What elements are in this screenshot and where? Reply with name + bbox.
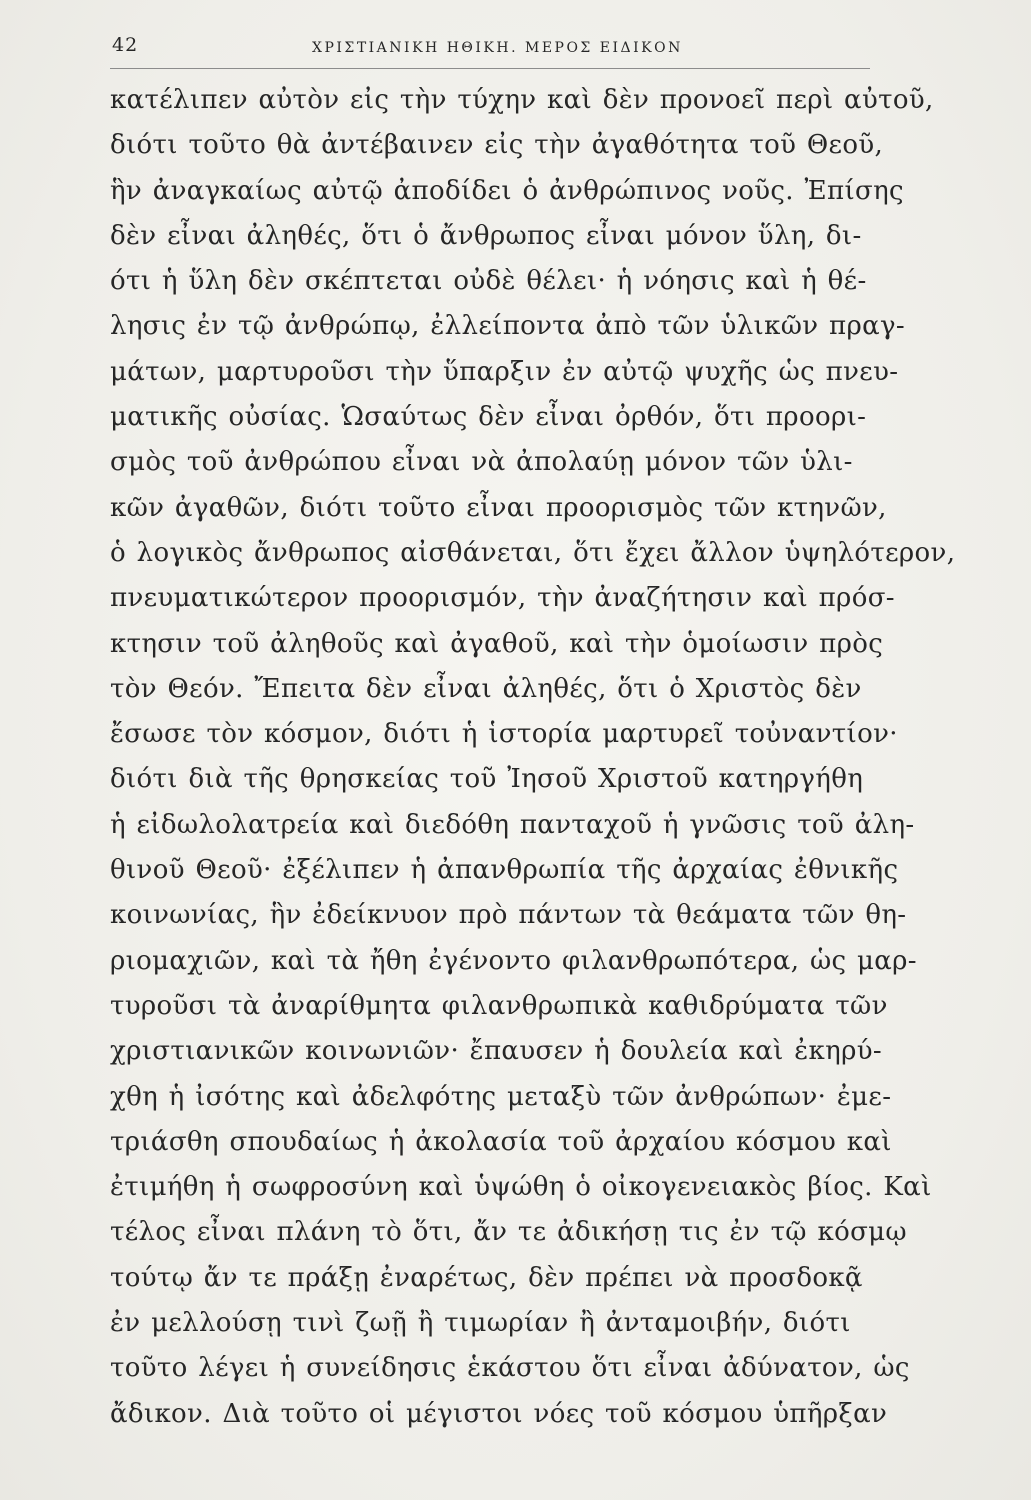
text-line: ἣν ἀναγκαίως αὐτῷ ἀποδίδει ὁ ἀνθρώπινος νοῦς. Ἐπίσης: [110, 175, 904, 206]
text-line: λησις ἐν τῷ ἀνθρώπῳ, ἐλλείποντα ἀπὸ τῶν ὑλικῶν πραγ-: [110, 311, 906, 342]
page-number: 42: [112, 34, 139, 56]
text-line: τούτῳ ἄν τε πράξῃ ἐναρέτως, δὲν πρέπει νὰ προσδοκᾷ: [110, 1262, 863, 1293]
text-line: χριστιανικῶν κοινωνιῶν· ἔπαυσεν ἡ δουλεία καὶ ἐκηρύ-: [110, 1036, 883, 1067]
running-title: ΧΡΙΣΤΙΑΝΙΚΗ ΗΘΙΚΗ. ΜΕΡΟΣ ΕΙΔΙΚΟΝ: [312, 40, 683, 56]
text-line: ἐν μελλούσῃ τινὶ ζωῇ ἢ τιμωρίαν ἢ ἀνταμοιβήν, διότι: [110, 1308, 851, 1339]
text-line: διότι διὰ τῆς θρησκείας τοῦ Ἰησοῦ Χριστοῦ κατηργήθη: [110, 764, 864, 795]
text-line: πνευματικώτερον προορισμόν, τὴν ἀναζήτησιν καὶ πρόσ-: [110, 583, 895, 614]
text-line: ἐτιμήθη ἡ σωφροσύνη καὶ ὑψώθη ὁ οἰκογενειακὸς βίος. Καὶ: [110, 1172, 932, 1203]
body-text: [110, 78, 956, 1437]
text-line: τέλος εἶναι πλάνη τὸ ὅτι, ἄν τε ἀδικήσῃ τις ἐν τῷ κόσμῳ: [110, 1217, 907, 1248]
text-line: δὲν εἶναι ἀληθές, ὅτι ὁ ἄνθρωπος εἶναι μόνον ὕλη, δι-: [110, 220, 862, 251]
text-line: κῶν ἀγαθῶν, διότι τοῦτο εἶναι προορισμὸς τῶν κτηνῶν,: [110, 492, 887, 523]
text-line: ὁ λογικὸς ἄνθρωπος αἰσθάνεται, ὅτι ἔχει ἄλλον ὑψηλότερον,: [110, 537, 956, 568]
text-line: κτησιν τοῦ ἀληθοῦς καὶ ἀγαθοῦ, καὶ τὴν ὁμοίωσιν πρὸς: [110, 628, 884, 659]
text-line: κοινωνίας, ἣν ἐδείκνυον πρὸ πάντων τὰ θεάματα τῶν θη-: [110, 900, 907, 931]
text-line: μάτων, μαρτυροῦσι τὴν ὕπαρξιν ἐν αὐτῷ ψυχῆς ὡς πνευ-: [110, 356, 899, 387]
text-line: διότι τοῦτο θὰ ἀντέβαινεν εἰς τὴν ἀγαθότητα τοῦ Θεοῦ,: [110, 130, 884, 161]
text-line: ἔσωσε τὸν κόσμον, διότι ἡ ἱστορία μαρτυρεῖ τοὐναντίον·: [110, 719, 898, 750]
text-line: τριάσθη σπουδαίως ἡ ἀκολασία τοῦ ἀρχαίου κόσμου καὶ: [110, 1126, 892, 1157]
text-line: τοῦτο λέγει ἡ συνείδησις ἑκάστου ὅτι εἶναι ἀδύνατον, ὡς: [110, 1353, 910, 1384]
text-line: ριομαχιῶν, καὶ τὰ ἤθη ἐγένοντο φιλανθρωπότερα, ὡς μαρ-: [110, 945, 917, 976]
text-line: κατέλιπεν αὐτὸν εἰς τὴν τύχην καὶ δὲν προνοεῖ περὶ αὐτοῦ,: [110, 85, 934, 115]
text-line: τυροῦσι τὰ ἀναρίθμητα φιλανθρωπικὰ καθιδρύματα τῶν: [110, 990, 888, 1021]
text-line: τὸν Θεόν. Ἔπειτα δὲν εἶναι ἀληθές, ὅτι ὁ Χριστὸς δὲν: [110, 673, 862, 704]
text-line: ματικῆς οὐσίας. Ὡσαύτως δὲν εἶναι ὀρθόν, ὅτι προορι-: [110, 402, 867, 433]
text-line: ότι ἡ ὕλη δὲν σκέπτεται οὐδὲ θέλει· ἡ νόησις καὶ ἡ θέ-: [110, 266, 867, 297]
text-line: χθη ἡ ἰσότης καὶ ἀδελφότης μεταξὺ τῶν ἀνθρώπων· ἐμε-: [110, 1081, 892, 1112]
text-line: σμὸς τοῦ ἀνθρώπου εἶναι νὰ ἀπολαύῃ μόνον τῶν ὑλι-: [110, 447, 853, 478]
text-line: θινοῦ Θεοῦ· ἐξέλιπεν ἡ ἀπανθρωπία τῆς ἀρχαίας ἐθνικῆς: [110, 855, 899, 886]
text-line: ἄδικον. Διὰ τοῦτο οἱ μέγιστοι νόες τοῦ κόσμου ὑπῆρξαν: [110, 1398, 888, 1429]
text-line: ἡ εἰδωλολατρεία καὶ διεδόθη πανταχοῦ ἡ γνῶσις τοῦ ἀλη-: [110, 809, 915, 840]
header-rule: [110, 68, 870, 69]
